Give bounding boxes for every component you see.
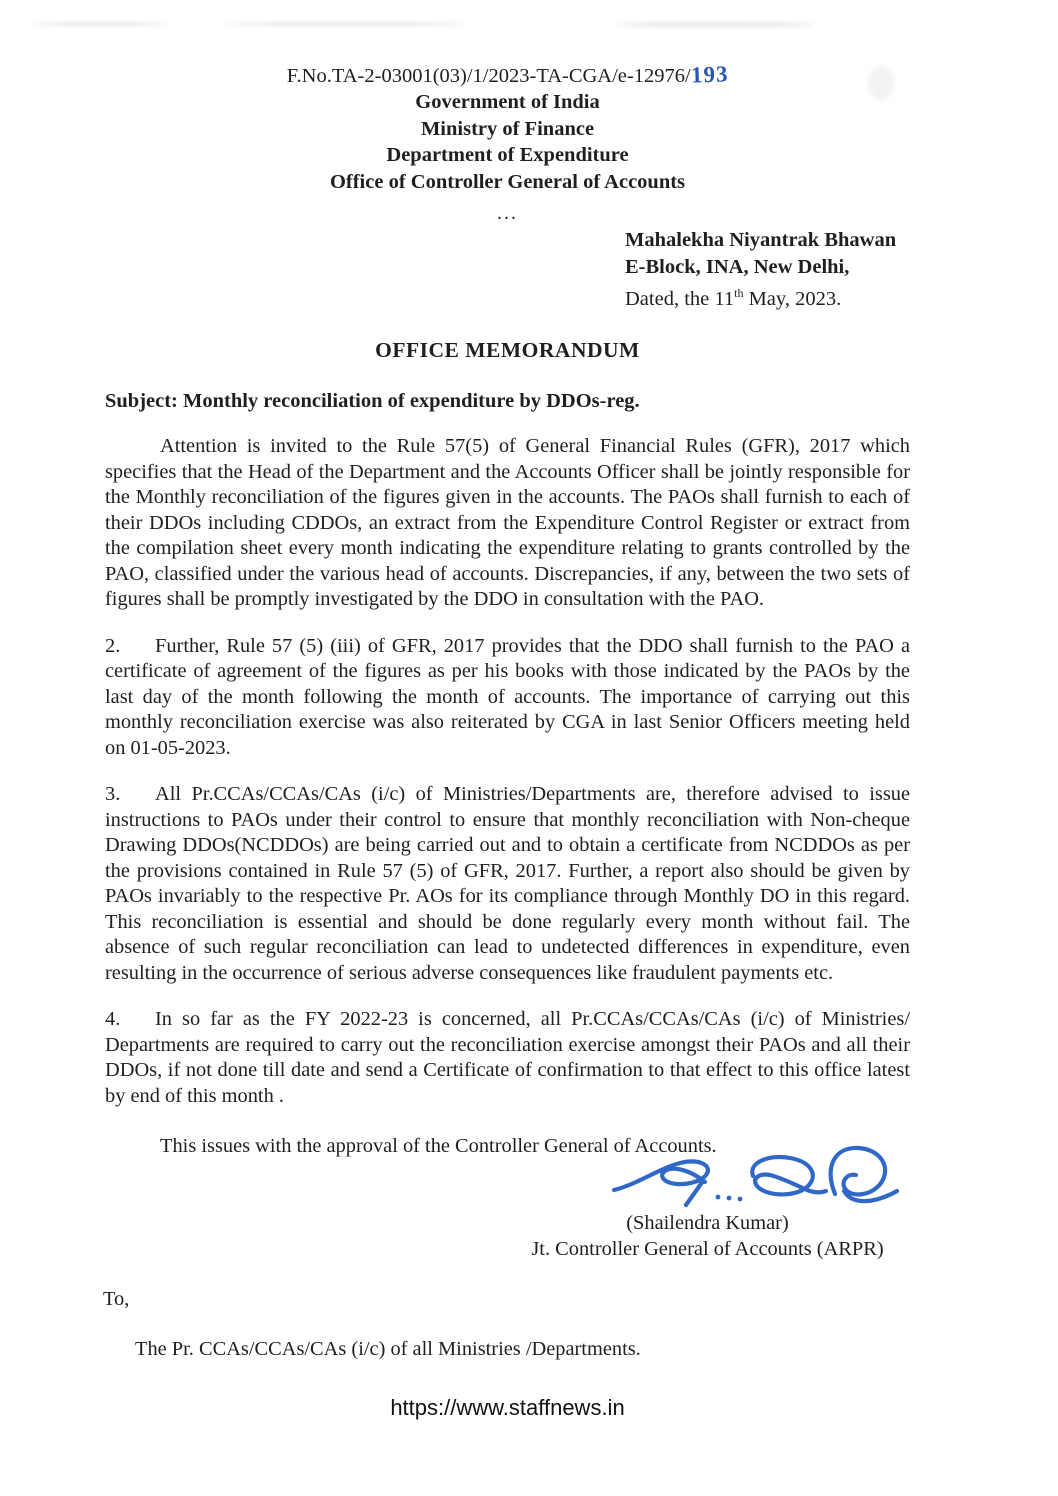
org-line-office: Office of Controller General of Accounts [329,170,686,193]
to-label: To, [103,1288,130,1311]
org-header-block [105,89,910,195]
file-number-text: F.No.TA-2-03001(03)/1/2023-TA-CGA/e-12976/ [286,65,691,87]
paragraph-2 [105,634,910,762]
divider-dots: ... [497,202,518,224]
org-line-government: Government of India [415,91,600,113]
scan-artifact [35,22,165,26]
paragraph-3 [105,782,910,986]
memo-content [105,62,910,1421]
signatory-title: Jt. Controller General of Accounts (ARPR) [531,1238,884,1261]
address-location: E-Block, INA, New Delhi, [625,255,850,278]
paragraph-4 [105,1007,910,1109]
scan-artifact [225,22,465,26]
subject-line: Subject: Monthly reconciliation of expenditure by DDOs-reg. [105,390,640,413]
paragraph-4-number: 4. [105,1008,121,1031]
paragraph-4-text: In so far as the FY 2022-23 is concerned, all Pr.CCAs/CCAs/CAs (i/c) of Ministries/ Departments are required to carry out the reconciliation exercise amongst their PAOs and all their DDOs, if not done till date and send a Certificate of confirmation to that effect to this office latest by end of this month . [105,1008,910,1107]
signatory-name: (Shailendra Kumar) [626,1212,789,1235]
recipient-line: The Pr. CCAs/CCAs/CAs (i/c) of all Ministries /Departments. [135,1338,641,1361]
file-number-handwritten: 193 [690,61,729,88]
paragraph-2-number: 2. [105,634,121,657]
paragraph-3-text: All Pr.CCAs/CCAs/CAs (i/c) of Ministries/Departments are, therefore advised to issue instructions to PAOs under their control to ensure that monthly reconciliation with Non-cheque Drawing DDOs(NCDDOs) are being carried out and to obtain a certificate from NCDDOs as per the provisions contained in Rule 57 (5) of GFR, 2017. Further, a report also should be given by PAOs invariably to the respective Pr. AOs for its compliance through Monthly DO in this regard. This reconciliation is essential and should be done regularly every month without fail. The absence of such regular reconciliation can lead to undetected differences in expenditure, even resulting in the occurrence of serious adverse consequences like fraudulent payments etc. [105,783,910,984]
signature-block [505,1142,910,1262]
date-suffix: May, 2023. [743,287,842,310]
date-line [625,280,910,312]
address-block [625,227,910,312]
memo-title: OFFICE MEMORANDUM [375,338,640,363]
org-line-department: Department of Expenditure [386,144,629,166]
scan-artifact [615,22,815,27]
source-watermark-url: https://www.staffnews.in [390,1395,625,1421]
address-building: Mahalekha Niyantrak Bhawan [625,229,897,251]
file-number-line [105,62,910,89]
date-ordinal-suffix: th [734,286,744,300]
paragraph-1 [105,434,910,613]
org-line-ministry: Ministry of Finance [420,117,595,140]
paragraph-1-text: Attention is invited to the Rule 57(5) of General Financial Rules (GFR), 2017 which specifies that the Head of the Department and the Accounts Officer shall be jointly responsible for the Monthly reconciliation of the figures given in the accounts. The PAOs shall furnish to each of their DDOs including CDDOs, an extract from the Expenditure Control Register or extract from the compilation sheet every month indicating the expenditure relating to grants controlled by the PAO, classified under the various head of accounts. Discrepancies, if any, between the two sets of figures shall be promptly investigated by the DDO in consultation with the PAO. [105,435,910,611]
date-prefix: Dated, the 11 [625,287,735,310]
approval-line: This issues with the approval of the Controller General of Accounts. [160,1135,717,1158]
paragraph-2-text: Further, Rule 57 (5) (iii) of GFR, 2017 provides that the DDO shall furnish to the PAO a certificate of agreement of the figures as per his books with those indicated by the PAOs by the last day of the month following the month of accounts. The importance of carrying out this monthly reconciliation exercise was also reiterated by CGA in last Senior Officers meeting held on 01-05-2023. [105,634,910,759]
paragraph-3-number: 3. [105,783,121,806]
